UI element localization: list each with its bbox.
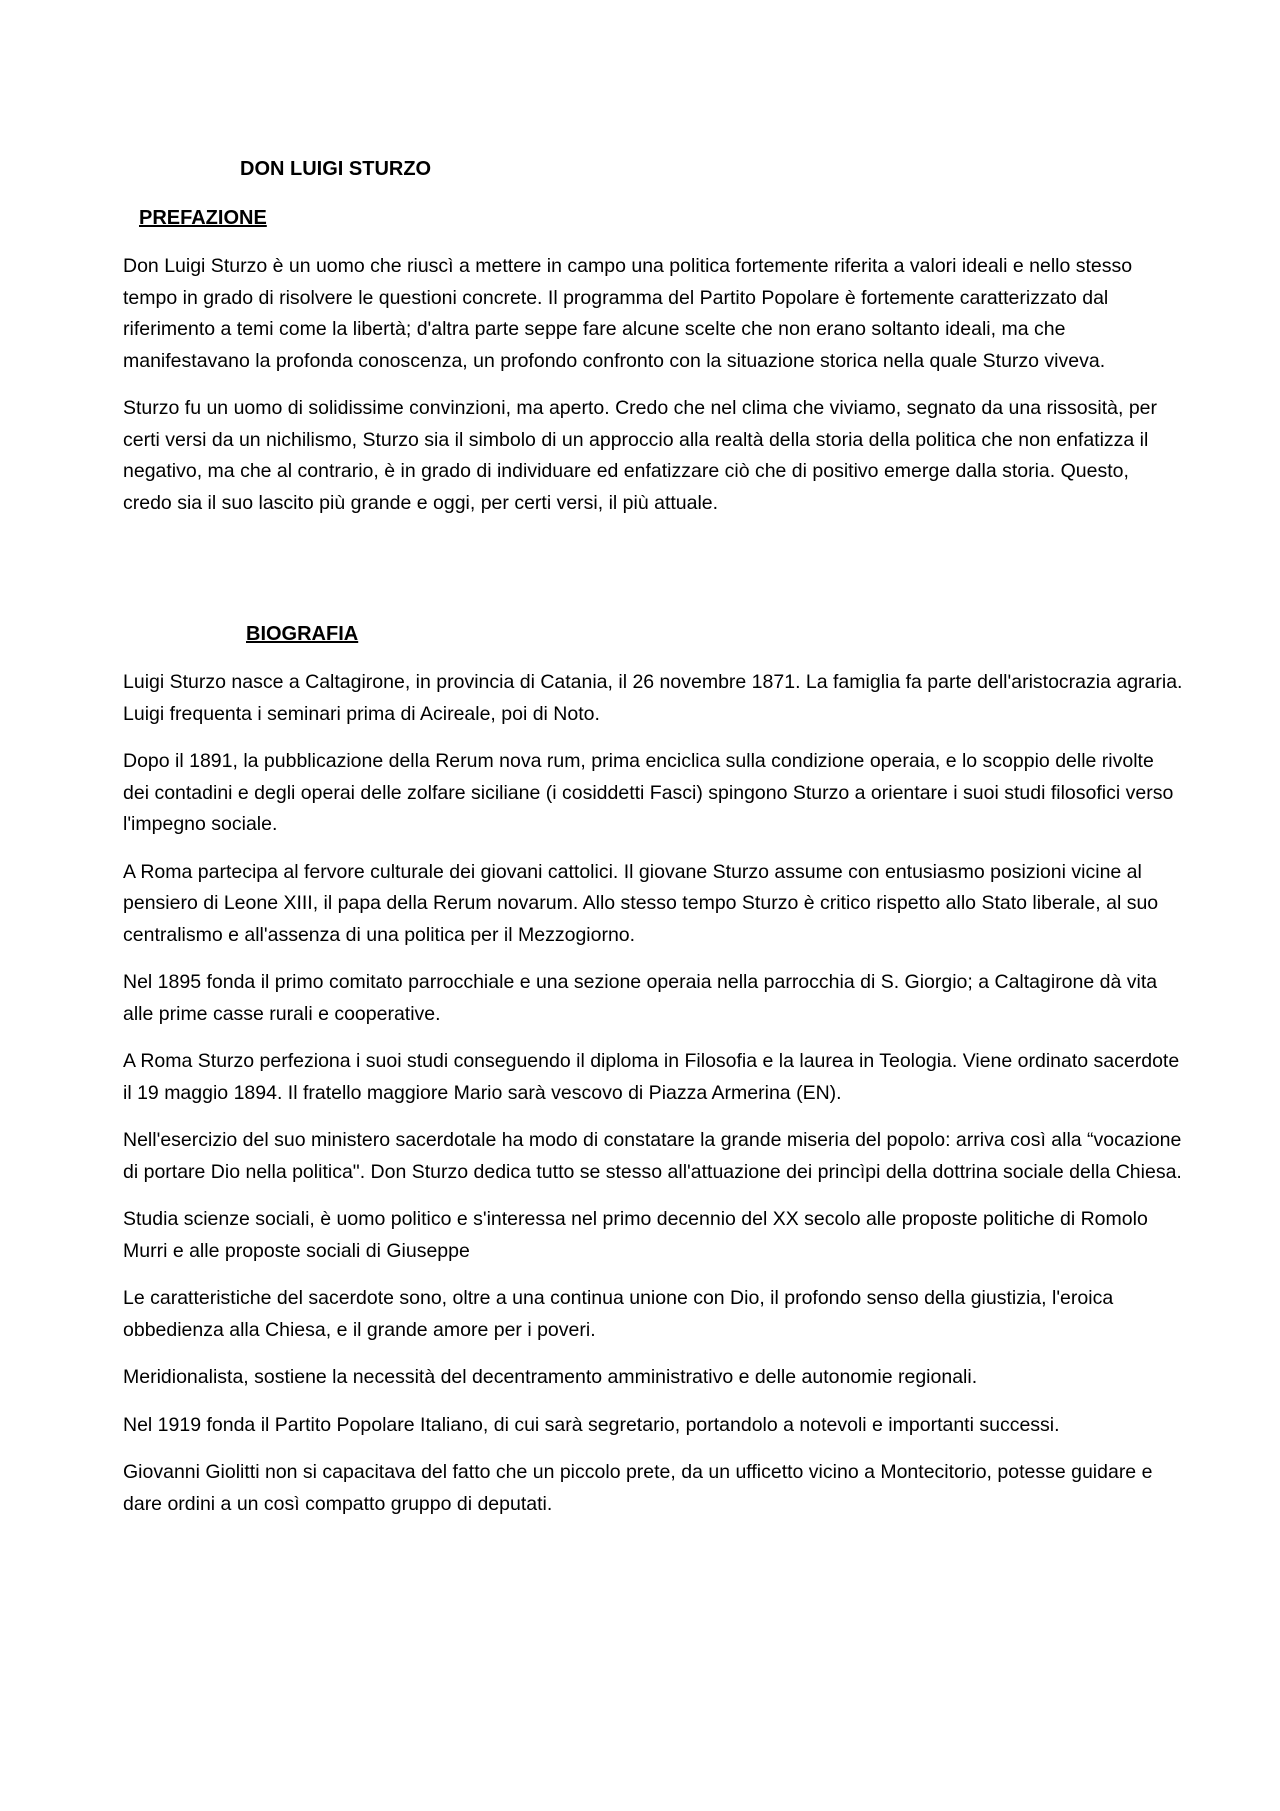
biografia-paragraph: Meridionalista, sostiene la necessità del decentramento amministrativo e delle autonomie regionali. [123,1366,978,1388]
biografia-paragraph: A Roma partecipa al fervore culturale dei giovani cattolici. Il giovane Sturzo assume con entusiasmo posizioni vicine al pensiero di Leone XIII, il papa della Rerum novarum. Allo stesso tempo Sturzo è critico rispetto allo Stato liberale, al suo centralismo e all'assenza di una politica per il Mezzogiorno. [123,860,1159,946]
biografia-paragraph: Nel 1919 fonda il Partito Popolare Italiano, di cui sarà segretario, portandolo a notevoli e importanti successi. [123,1413,1060,1436]
section-heading-prefazione: PREFAZIONE [139,207,267,229]
biografia-paragraph: Nel 1895 fonda il primo comitato parrocchiale e una sezione operaia nella parrocchia di S. Giorgio; a Caltagirone dà vita alle prime casse rurali e cooperative. [123,971,1158,1025]
biografia-paragraph: Studia scienze sociali, è uomo politico e s'interessa nel primo decennio del XX secolo alle proposte politiche di Romolo Murri e alle proposte sociali di Giuseppe [123,1208,1148,1262]
document-title: DON LUIGI STURZO [240,158,432,180]
biografia-paragraph: Le caratteristiche del sacerdote sono, oltre a una continua unione con Dio, il profondo senso della giustizia, l'eroica obbedienza alla Chiesa, e il grande amore per i poveri. [123,1287,1114,1341]
section-heading-biografia: BIOGRAFIA [246,623,359,645]
biografia-paragraph: Dopo il 1891, la pubblicazione della Rerum nova rum, prima enciclica sulla condizione operaia, e lo scoppio delle rivolte dei contadini e degli operai delle zolfare siciliane (i cosiddetti Fasci) spingono Sturzo a orientare i suoi studi filosofici verso l'impegno sociale. [123,750,1174,835]
prefazione-section [123,251,1183,535]
biografia-paragraph: A Roma Sturzo perfeziona i suoi studi conseguendo il diploma in Filosofia e la laurea in Teologia. Viene ordinato sacerdote il 19 maggio 1894. Il fratello maggiore Mario sarà vescovo di Piazza Armerina (EN). [123,1050,1180,1104]
biografia-section [123,667,1183,1536]
prefazione-paragraph: Don Luigi Sturzo è un uomo che riuscì a mettere in campo una politica fortemente riferita a valori ideali e nello stesso tempo in grado di risolvere le questioni concrete. Il programma del Partito Popolare è fortemente caratterizzato dal riferimento a temi come la libertà; d'altra parte seppe fare alcune scelte che non erano soltanto ideali, ma che manifestavano la profonda conoscenza, un profondo confronto con la situazione storica nella quale Sturzo viveva. [123,255,1133,372]
biografia-paragraph: Luigi Sturzo nasce a Caltagirone, in provincia di Catania, il 26 novembre 1871. La famiglia fa parte dell'aristocrazia agraria. Luigi frequenta i seminari prima di Acireale, poi di Noto. [123,671,1183,725]
biografia-paragraph: Giovanni Giolitti non si capacitava del fatto che un piccolo prete, da un ufficetto vicino a Montecitorio, potesse guidare e dare ordini a un così compatto gruppo di deputati. [123,1461,1153,1515]
biografia-paragraph: Nell'esercizio del suo ministero sacerdotale ha modo di constatare la grande miseria del popolo: arriva così alla “vocazione di portare Dio nella politica". Don Sturzo dedica tutto se stesso all'attuazione dei princìpi della dottrina sociale della Chiesa. [123,1129,1182,1183]
prefazione-paragraph: Sturzo fu un uomo di solidissime convinzioni, ma aperto. Credo che nel clima che viviamo, segnato da una rissosità, per certi versi da un nichilismo, Sturzo sia il simbolo di un approccio alla realtà della storia della politica che non enfatizza il negativo, ma che al contrario, è in grado di individuare ed enfatizzare ciò che di positivo emerge dalla storia. Questo, credo sia il suo lascito più grande e oggi, per certi versi, il più attuale. [123,397,1158,514]
